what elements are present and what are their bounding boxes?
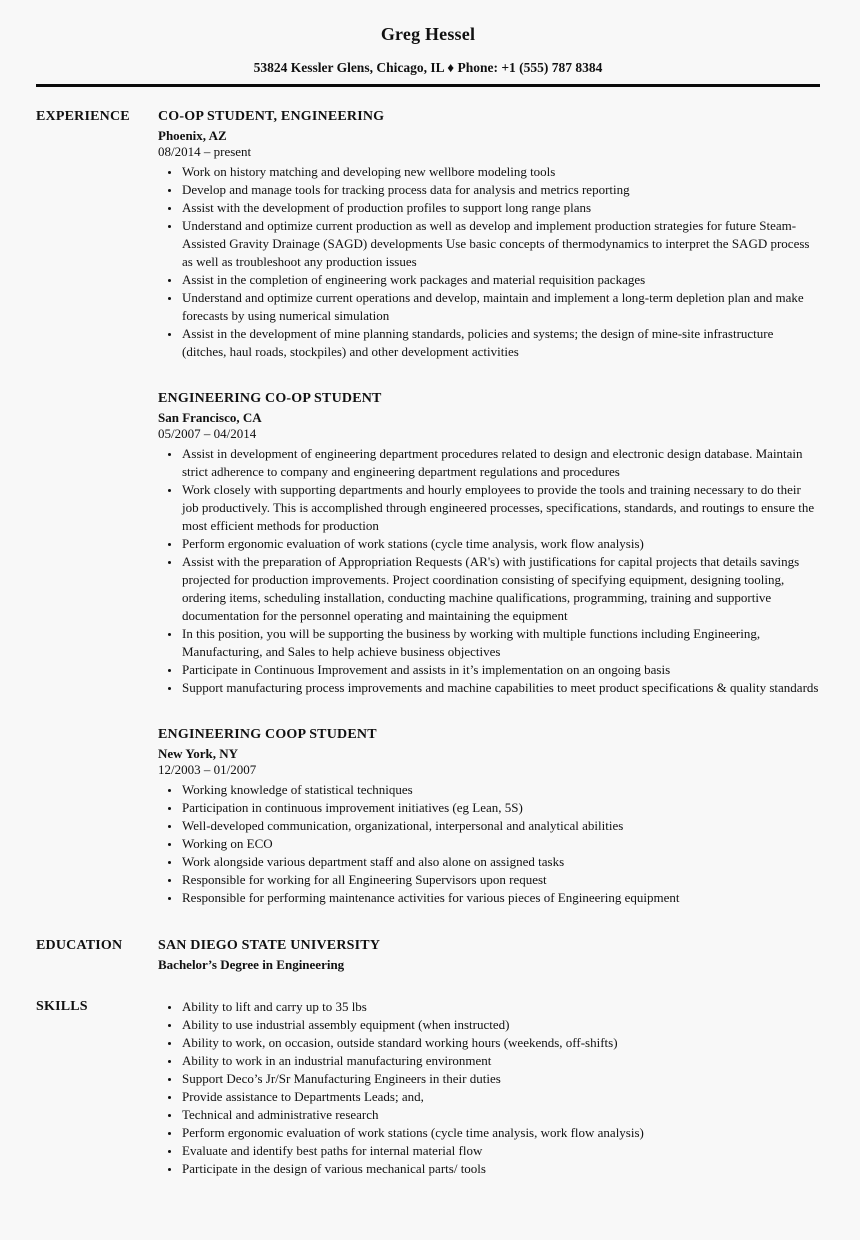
school-name: SAN DIEGO STATE UNIVERSITY (158, 938, 381, 953)
skills-bullet-list (158, 998, 820, 1178)
bullet-item: • Support manufacturing process improvements and machine capabilities to meet product specifications & quality standards (181, 679, 820, 697)
job-title: CO-OP STUDENT, ENGINEERING (158, 109, 385, 124)
bullet-item: • Ability to work in an industrial manufacturing environment (181, 1052, 820, 1070)
skills-content (158, 998, 820, 1178)
bullet-item: • Assist in development of engineering department procedures related to design and electronic design database. Maintain strict adherence to company and engineering department regulations and procedures (181, 445, 820, 481)
job-title: ENGINEERING CO-OP STUDENT (158, 391, 382, 406)
bullet-item: • Participate in the design of various mechanical parts/ tools (181, 1160, 820, 1178)
bullet-item: • Ability to lift and carry up to 35 lbs (181, 998, 820, 1016)
bullet-item: • Perform ergonomic evaluation of work stations (cycle time analysis, work flow analysis) (181, 535, 820, 553)
skills-label: SKILLS (36, 999, 88, 1014)
bullet-item: • Perform ergonomic evaluation of work stations (cycle time analysis, work flow analysis) (181, 1124, 820, 1142)
person-name: Greg Hessel (380, 24, 476, 44)
bullet-item: • Technical and administrative research (181, 1106, 820, 1124)
job-entry (158, 390, 820, 697)
bullet-item: • Responsible for working for all Engineering Supervisors upon request (181, 871, 820, 889)
job-dates: 05/2007 – 04/2014 (158, 426, 257, 441)
bullet-item: • Provide assistance to Departments Leads; and, (181, 1088, 820, 1106)
bullet-item: • Assist in the completion of engineering work packages and material requisition packages (181, 271, 820, 289)
bullet-item: • Ability to use industrial assembly equipment (when instructed) (181, 1016, 820, 1034)
bullet-item: • Work alongside various department staff and also alone on assigned tasks (181, 853, 820, 871)
job-dates: 08/2014 – present (158, 144, 252, 159)
education-content (158, 937, 820, 973)
bullet-item: • Develop and manage tools for tracking process data for analysis and metrics reporting (181, 181, 820, 199)
job-entry (158, 108, 820, 361)
bullet-item: • Work on history matching and developing new wellbore modeling tools (181, 163, 820, 181)
contact-line: 53824 Kessler Glens, Chicago, IL ♦ Phone: +1 (555) 787 8384 (253, 60, 603, 75)
bullet-item: • Assist in the development of mine planning standards, policies and systems; the design of mine-site infrastructure (ditches, haul roads, stockpiles) and other development activities (181, 325, 820, 361)
degree-name: Bachelor’s Degree in Engineering (158, 957, 345, 972)
skills-section (36, 998, 820, 1178)
job-title: ENGINEERING COOP STUDENT (158, 727, 377, 742)
bullet-item: • Participation in continuous improvement initiatives (eg Lean, 5S) (181, 799, 820, 817)
experience-content (158, 108, 820, 907)
bullet-item: • Well-developed communication, organizational, interpersonal and analytical abilities (181, 817, 820, 835)
experience-section (36, 108, 820, 907)
header-divider (36, 84, 820, 87)
bullet-item: • Working knowledge of statistical techniques (181, 781, 820, 799)
bullet-item: • Assist with the preparation of Appropriation Requests (AR's) with justifications for capital projects that details savings projected for production improvements. Project coordination consisting of specifying equipment, designing tooling, ordering items, scheduling installation, conducting machine qualifications, programming, training and supportive documentation for the personnel operating and maintaining the equipment (181, 553, 820, 625)
bullet-item: • Ability to work, on occasion, outside standard working hours (weekends, off-shifts) (181, 1034, 820, 1052)
job-location: New York, NY (158, 746, 239, 761)
bullet-item: • Responsible for performing maintenance activities for various pieces of Engineering equipment (181, 889, 820, 907)
bullet-item: • Participate in Continuous Improvement and assists in it’s implementation on an ongoing basis (181, 661, 820, 679)
bullet-item: • Working on ECO (181, 835, 820, 853)
job-bullet-list (158, 163, 820, 361)
education-section (36, 937, 820, 973)
job-bullet-list (158, 445, 820, 697)
job-dates: 12/2003 – 01/2007 (158, 762, 257, 777)
bullet-item: • Understand and optimize current production as well as develop and implement production strategies for future Steam-Assisted Gravity Drainage (SAGD) developments Use basic concepts of thermodynamics to interpret the SAGD process as well as troubleshoot any production issues (181, 217, 820, 271)
job-location: San Francisco, CA (158, 410, 262, 425)
job-location: Phoenix, AZ (158, 128, 227, 143)
bullet-item: • Evaluate and identify best paths for internal material flow (181, 1142, 820, 1160)
education-label: EDUCATION (36, 938, 123, 953)
experience-label: EXPERIENCE (36, 109, 130, 124)
bullet-item: • In this position, you will be supporting the business by working with multiple functions including Engineering, Manufacturing, and Sales to help achieve business objectives (181, 625, 820, 661)
bullet-item: • Assist with the development of production profiles to support long range plans (181, 199, 820, 217)
resume-header (36, 24, 820, 87)
job-bullet-list (158, 781, 820, 907)
job-entry (158, 726, 820, 907)
bullet-item: • Support Deco’s Jr/Sr Manufacturing Engineers in their duties (181, 1070, 820, 1088)
bullet-item: • Work closely with supporting departments and hourly employees to provide the tools and training necessary to do their job productively. This is accomplished through engineered processes, specifications, standards, and routings to ensure the most efficient methods for production (181, 481, 820, 535)
bullet-item: • Understand and optimize current operations and develop, maintain and implement a long-term depletion plan and make forecasts by using numerical simulation (181, 289, 820, 325)
